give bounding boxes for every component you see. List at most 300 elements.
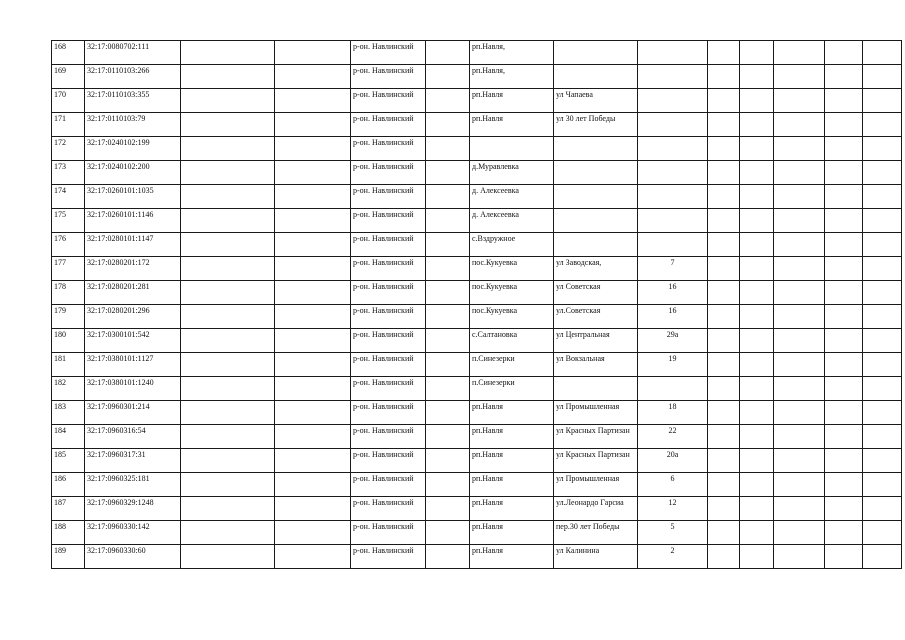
- house-number-cell: 16: [638, 305, 708, 329]
- empty-cell: [426, 185, 470, 209]
- empty-cell: [825, 521, 863, 545]
- empty-cell: [708, 425, 740, 449]
- district-cell: р-он. Навлинский: [351, 233, 426, 257]
- empty-cell: [181, 545, 275, 569]
- empty-cell: [825, 41, 863, 65]
- settlement-cell: с.Салтановка: [470, 329, 554, 353]
- settlement-cell: рп.Навля: [470, 545, 554, 569]
- settlement-cell: рп.Навля: [470, 425, 554, 449]
- table-row: [52, 377, 902, 401]
- settlement-cell: пос.Кукуевка: [470, 257, 554, 281]
- empty-cell: [825, 329, 863, 353]
- empty-cell: [825, 209, 863, 233]
- empty-cell: [426, 353, 470, 377]
- empty-cell: [740, 425, 774, 449]
- table-row: [52, 281, 902, 305]
- empty-cell: [825, 449, 863, 473]
- empty-cell: [708, 209, 740, 233]
- empty-cell: [708, 41, 740, 65]
- empty-cell: [708, 233, 740, 257]
- empty-cell: [740, 521, 774, 545]
- empty-cell: [708, 449, 740, 473]
- empty-cell: [426, 545, 470, 569]
- district-cell: р-он. Навлинский: [351, 377, 426, 401]
- empty-cell: [426, 281, 470, 305]
- row-number-cell: 177: [52, 257, 85, 281]
- empty-cell: [863, 281, 902, 305]
- street-cell: ул Заводская,: [554, 257, 638, 281]
- street-cell: ул 30 лет Победы: [554, 113, 638, 137]
- cadastral-number-cell: 32:17:0110103:79: [85, 113, 181, 137]
- district-cell: р-он. Навлинский: [351, 41, 426, 65]
- empty-cell: [708, 257, 740, 281]
- empty-cell: [740, 65, 774, 89]
- house-number-cell: 18: [638, 401, 708, 425]
- empty-cell: [708, 305, 740, 329]
- settlement-cell: рп.Навля: [470, 401, 554, 425]
- cadastral-number-cell: 32:17:0260101:1035: [85, 185, 181, 209]
- empty-cell: [740, 329, 774, 353]
- empty-cell: [426, 521, 470, 545]
- empty-cell: [426, 329, 470, 353]
- district-cell: р-он. Навлинский: [351, 521, 426, 545]
- district-cell: р-он. Навлинский: [351, 257, 426, 281]
- empty-cell: [426, 497, 470, 521]
- settlement-cell: рп.Навля: [470, 473, 554, 497]
- empty-cell: [825, 545, 863, 569]
- cadastral-number-cell: 32:17:0080702:111: [85, 41, 181, 65]
- row-number-cell: 179: [52, 305, 85, 329]
- empty-cell: [275, 209, 351, 233]
- empty-cell: [740, 377, 774, 401]
- property-register-table: [51, 40, 902, 569]
- register-table-body: [52, 41, 902, 569]
- district-cell: р-он. Навлинский: [351, 161, 426, 185]
- street-cell: ул Советская: [554, 281, 638, 305]
- cadastral-number-cell: 32:17:0260101:1146: [85, 209, 181, 233]
- row-number-cell: 174: [52, 185, 85, 209]
- empty-cell: [825, 65, 863, 89]
- district-cell: р-он. Навлинский: [351, 497, 426, 521]
- empty-cell: [825, 113, 863, 137]
- empty-cell: [708, 521, 740, 545]
- empty-cell: [863, 305, 902, 329]
- empty-cell: [774, 113, 825, 137]
- row-number-cell: 184: [52, 425, 85, 449]
- empty-cell: [275, 545, 351, 569]
- empty-cell: [863, 401, 902, 425]
- empty-cell: [426, 377, 470, 401]
- table-row: [52, 425, 902, 449]
- district-cell: р-он. Навлинский: [351, 89, 426, 113]
- street-cell: ул Калинина: [554, 545, 638, 569]
- empty-cell: [181, 353, 275, 377]
- cadastral-number-cell: 32:17:0110103:266: [85, 65, 181, 89]
- empty-cell: [275, 473, 351, 497]
- empty-cell: [774, 209, 825, 233]
- empty-cell: [740, 497, 774, 521]
- cadastral-number-cell: 32:17:0240102:199: [85, 137, 181, 161]
- empty-cell: [426, 113, 470, 137]
- empty-cell: [275, 449, 351, 473]
- table-row: [52, 401, 902, 425]
- empty-cell: [825, 425, 863, 449]
- empty-cell: [740, 545, 774, 569]
- empty-cell: [708, 329, 740, 353]
- street-cell: ул Чапаева: [554, 89, 638, 113]
- settlement-cell: п.Синезерки: [470, 353, 554, 377]
- district-cell: р-он. Навлинский: [351, 449, 426, 473]
- empty-cell: [426, 233, 470, 257]
- empty-cell: [275, 113, 351, 137]
- row-number-cell: 186: [52, 473, 85, 497]
- empty-cell: [863, 473, 902, 497]
- empty-cell: [740, 281, 774, 305]
- cadastral-number-cell: 32:17:0960316:54: [85, 425, 181, 449]
- empty-cell: [740, 401, 774, 425]
- table-row: [52, 137, 902, 161]
- table-row: [52, 233, 902, 257]
- row-number-cell: 185: [52, 449, 85, 473]
- row-number-cell: 172: [52, 137, 85, 161]
- empty-cell: [825, 473, 863, 497]
- empty-cell: [863, 65, 902, 89]
- empty-cell: [863, 329, 902, 353]
- empty-cell: [708, 353, 740, 377]
- empty-cell: [708, 65, 740, 89]
- empty-cell: [708, 545, 740, 569]
- settlement-cell: рп.Навля,: [470, 65, 554, 89]
- cadastral-number-cell: 32:17:0960301:214: [85, 401, 181, 425]
- house-number-cell: 2: [638, 545, 708, 569]
- house-number-cell: 12: [638, 497, 708, 521]
- house-number-cell: [638, 377, 708, 401]
- empty-cell: [181, 137, 275, 161]
- empty-cell: [863, 233, 902, 257]
- empty-cell: [426, 401, 470, 425]
- empty-cell: [774, 329, 825, 353]
- empty-cell: [275, 185, 351, 209]
- empty-cell: [275, 257, 351, 281]
- empty-cell: [740, 305, 774, 329]
- house-number-cell: 20а: [638, 449, 708, 473]
- empty-cell: [275, 89, 351, 113]
- empty-cell: [825, 401, 863, 425]
- empty-cell: [426, 161, 470, 185]
- district-cell: р-он. Навлинский: [351, 473, 426, 497]
- settlement-cell: [470, 137, 554, 161]
- cadastral-number-cell: 32:17:0280201:172: [85, 257, 181, 281]
- empty-cell: [774, 401, 825, 425]
- cadastral-number-cell: 32:17:0300101:542: [85, 329, 181, 353]
- empty-cell: [181, 209, 275, 233]
- house-number-cell: [638, 209, 708, 233]
- empty-cell: [774, 521, 825, 545]
- street-cell: ул Промышленная: [554, 401, 638, 425]
- row-number-cell: 170: [52, 89, 85, 113]
- street-cell: ул.Леонардо Гарсиа: [554, 497, 638, 521]
- empty-cell: [863, 257, 902, 281]
- empty-cell: [774, 41, 825, 65]
- empty-cell: [181, 425, 275, 449]
- empty-cell: [426, 137, 470, 161]
- district-cell: р-он. Навлинский: [351, 185, 426, 209]
- house-number-cell: 19: [638, 353, 708, 377]
- empty-cell: [275, 41, 351, 65]
- row-number-cell: 181: [52, 353, 85, 377]
- empty-cell: [863, 185, 902, 209]
- district-cell: р-он. Навлинский: [351, 137, 426, 161]
- empty-cell: [774, 257, 825, 281]
- row-number-cell: 187: [52, 497, 85, 521]
- table-row: [52, 41, 902, 65]
- table-row: [52, 185, 902, 209]
- empty-cell: [426, 305, 470, 329]
- settlement-cell: д. Алексеевка: [470, 185, 554, 209]
- empty-cell: [740, 257, 774, 281]
- house-number-cell: 22: [638, 425, 708, 449]
- empty-cell: [708, 401, 740, 425]
- empty-cell: [275, 425, 351, 449]
- empty-cell: [774, 89, 825, 113]
- street-cell: [554, 233, 638, 257]
- empty-cell: [825, 257, 863, 281]
- house-number-cell: [638, 185, 708, 209]
- empty-cell: [708, 185, 740, 209]
- empty-cell: [426, 41, 470, 65]
- street-cell: [554, 41, 638, 65]
- table-row: [52, 521, 902, 545]
- empty-cell: [426, 257, 470, 281]
- cadastral-number-cell: 32:17:0280201:281: [85, 281, 181, 305]
- empty-cell: [708, 497, 740, 521]
- empty-cell: [774, 497, 825, 521]
- empty-cell: [708, 137, 740, 161]
- house-number-cell: [638, 113, 708, 137]
- empty-cell: [181, 329, 275, 353]
- street-cell: ул.Советская: [554, 305, 638, 329]
- empty-cell: [825, 281, 863, 305]
- district-cell: р-он. Навлинский: [351, 545, 426, 569]
- house-number-cell: 16: [638, 281, 708, 305]
- table-row: [52, 497, 902, 521]
- empty-cell: [708, 113, 740, 137]
- empty-cell: [275, 329, 351, 353]
- empty-cell: [825, 161, 863, 185]
- district-cell: р-он. Навлинский: [351, 281, 426, 305]
- empty-cell: [774, 161, 825, 185]
- district-cell: р-он. Навлинский: [351, 401, 426, 425]
- empty-cell: [825, 89, 863, 113]
- cadastral-number-cell: 32:17:0380101:1127: [85, 353, 181, 377]
- empty-cell: [740, 449, 774, 473]
- district-cell: р-он. Навлинский: [351, 329, 426, 353]
- house-number-cell: [638, 233, 708, 257]
- empty-cell: [863, 449, 902, 473]
- cadastral-number-cell: 32:17:0960329:1248: [85, 497, 181, 521]
- empty-cell: [275, 137, 351, 161]
- house-number-cell: 6: [638, 473, 708, 497]
- empty-cell: [740, 473, 774, 497]
- street-cell: [554, 137, 638, 161]
- cadastral-number-cell: 32:17:0240102:200: [85, 161, 181, 185]
- empty-cell: [181, 185, 275, 209]
- empty-cell: [774, 137, 825, 161]
- row-number-cell: 189: [52, 545, 85, 569]
- settlement-cell: пос.Кукуевка: [470, 281, 554, 305]
- table-row: [52, 329, 902, 353]
- table-row: [52, 89, 902, 113]
- empty-cell: [863, 113, 902, 137]
- empty-cell: [275, 353, 351, 377]
- empty-cell: [740, 113, 774, 137]
- empty-cell: [774, 281, 825, 305]
- table-row: [52, 209, 902, 233]
- empty-cell: [275, 497, 351, 521]
- empty-cell: [181, 161, 275, 185]
- empty-cell: [426, 425, 470, 449]
- row-number-cell: 188: [52, 521, 85, 545]
- empty-cell: [740, 353, 774, 377]
- street-cell: пер.30 лет Победы: [554, 521, 638, 545]
- row-number-cell: 180: [52, 329, 85, 353]
- settlement-cell: рп.Навля: [470, 497, 554, 521]
- empty-cell: [740, 209, 774, 233]
- empty-cell: [708, 281, 740, 305]
- row-number-cell: 176: [52, 233, 85, 257]
- settlement-cell: рп.Навля,: [470, 41, 554, 65]
- house-number-cell: [638, 89, 708, 113]
- house-number-cell: [638, 65, 708, 89]
- empty-cell: [181, 113, 275, 137]
- settlement-cell: рп.Навля: [470, 449, 554, 473]
- empty-cell: [426, 473, 470, 497]
- empty-cell: [863, 41, 902, 65]
- empty-cell: [740, 233, 774, 257]
- row-number-cell: 173: [52, 161, 85, 185]
- empty-cell: [275, 65, 351, 89]
- empty-cell: [181, 305, 275, 329]
- empty-cell: [825, 377, 863, 401]
- empty-cell: [426, 209, 470, 233]
- empty-cell: [863, 161, 902, 185]
- row-number-cell: 169: [52, 65, 85, 89]
- house-number-cell: 7: [638, 257, 708, 281]
- empty-cell: [275, 281, 351, 305]
- house-number-cell: [638, 161, 708, 185]
- cadastral-number-cell: 32:17:0960330:60: [85, 545, 181, 569]
- empty-cell: [740, 185, 774, 209]
- district-cell: р-он. Навлинский: [351, 305, 426, 329]
- empty-cell: [863, 545, 902, 569]
- cadastral-number-cell: 32:17:0110103:355: [85, 89, 181, 113]
- empty-cell: [181, 89, 275, 113]
- empty-cell: [774, 545, 825, 569]
- street-cell: [554, 185, 638, 209]
- cadastral-number-cell: 32:17:0960330:142: [85, 521, 181, 545]
- district-cell: р-он. Навлинский: [351, 209, 426, 233]
- empty-cell: [275, 401, 351, 425]
- table-row: [52, 449, 902, 473]
- empty-cell: [181, 401, 275, 425]
- table-row: [52, 305, 902, 329]
- empty-cell: [181, 521, 275, 545]
- empty-cell: [275, 305, 351, 329]
- district-cell: р-он. Навлинский: [351, 425, 426, 449]
- cadastral-number-cell: 32:17:0960325:181: [85, 473, 181, 497]
- empty-cell: [774, 65, 825, 89]
- table-row: [52, 353, 902, 377]
- row-number-cell: 175: [52, 209, 85, 233]
- row-number-cell: 168: [52, 41, 85, 65]
- street-cell: ул Красных Партизан: [554, 449, 638, 473]
- district-cell: р-он. Навлинский: [351, 353, 426, 377]
- house-number-cell: [638, 41, 708, 65]
- settlement-cell: д.Муравлевка: [470, 161, 554, 185]
- row-number-cell: 182: [52, 377, 85, 401]
- empty-cell: [863, 425, 902, 449]
- empty-cell: [825, 497, 863, 521]
- cadastral-number-cell: 32:17:0280201:296: [85, 305, 181, 329]
- house-number-cell: 29а: [638, 329, 708, 353]
- empty-cell: [863, 209, 902, 233]
- empty-cell: [825, 137, 863, 161]
- empty-cell: [275, 377, 351, 401]
- settlement-cell: д. Алексеевка: [470, 209, 554, 233]
- settlement-cell: с.Вздружное: [470, 233, 554, 257]
- row-number-cell: 178: [52, 281, 85, 305]
- empty-cell: [825, 353, 863, 377]
- table-row: [52, 257, 902, 281]
- empty-cell: [426, 65, 470, 89]
- cadastral-number-cell: 32:17:0380101:1240: [85, 377, 181, 401]
- street-cell: ул Вокзальная: [554, 353, 638, 377]
- empty-cell: [863, 377, 902, 401]
- empty-cell: [708, 377, 740, 401]
- table-row: [52, 113, 902, 137]
- table-row: [52, 545, 902, 569]
- empty-cell: [181, 497, 275, 521]
- empty-cell: [774, 425, 825, 449]
- empty-cell: [275, 521, 351, 545]
- empty-cell: [181, 257, 275, 281]
- empty-cell: [825, 185, 863, 209]
- house-number-cell: [638, 137, 708, 161]
- empty-cell: [863, 497, 902, 521]
- cadastral-number-cell: 32:17:0960317:31: [85, 449, 181, 473]
- empty-cell: [181, 449, 275, 473]
- street-cell: [554, 65, 638, 89]
- empty-cell: [708, 89, 740, 113]
- empty-cell: [825, 305, 863, 329]
- empty-cell: [181, 65, 275, 89]
- settlement-cell: рп.Навля: [470, 89, 554, 113]
- empty-cell: [774, 449, 825, 473]
- empty-cell: [181, 233, 275, 257]
- street-cell: [554, 209, 638, 233]
- street-cell: ул Центральная: [554, 329, 638, 353]
- empty-cell: [825, 233, 863, 257]
- street-cell: [554, 377, 638, 401]
- empty-cell: [181, 473, 275, 497]
- cadastral-number-cell: 32:17:0280101:1147: [85, 233, 181, 257]
- empty-cell: [181, 281, 275, 305]
- row-number-cell: 171: [52, 113, 85, 137]
- empty-cell: [275, 233, 351, 257]
- table-row: [52, 161, 902, 185]
- empty-cell: [426, 89, 470, 113]
- empty-cell: [774, 353, 825, 377]
